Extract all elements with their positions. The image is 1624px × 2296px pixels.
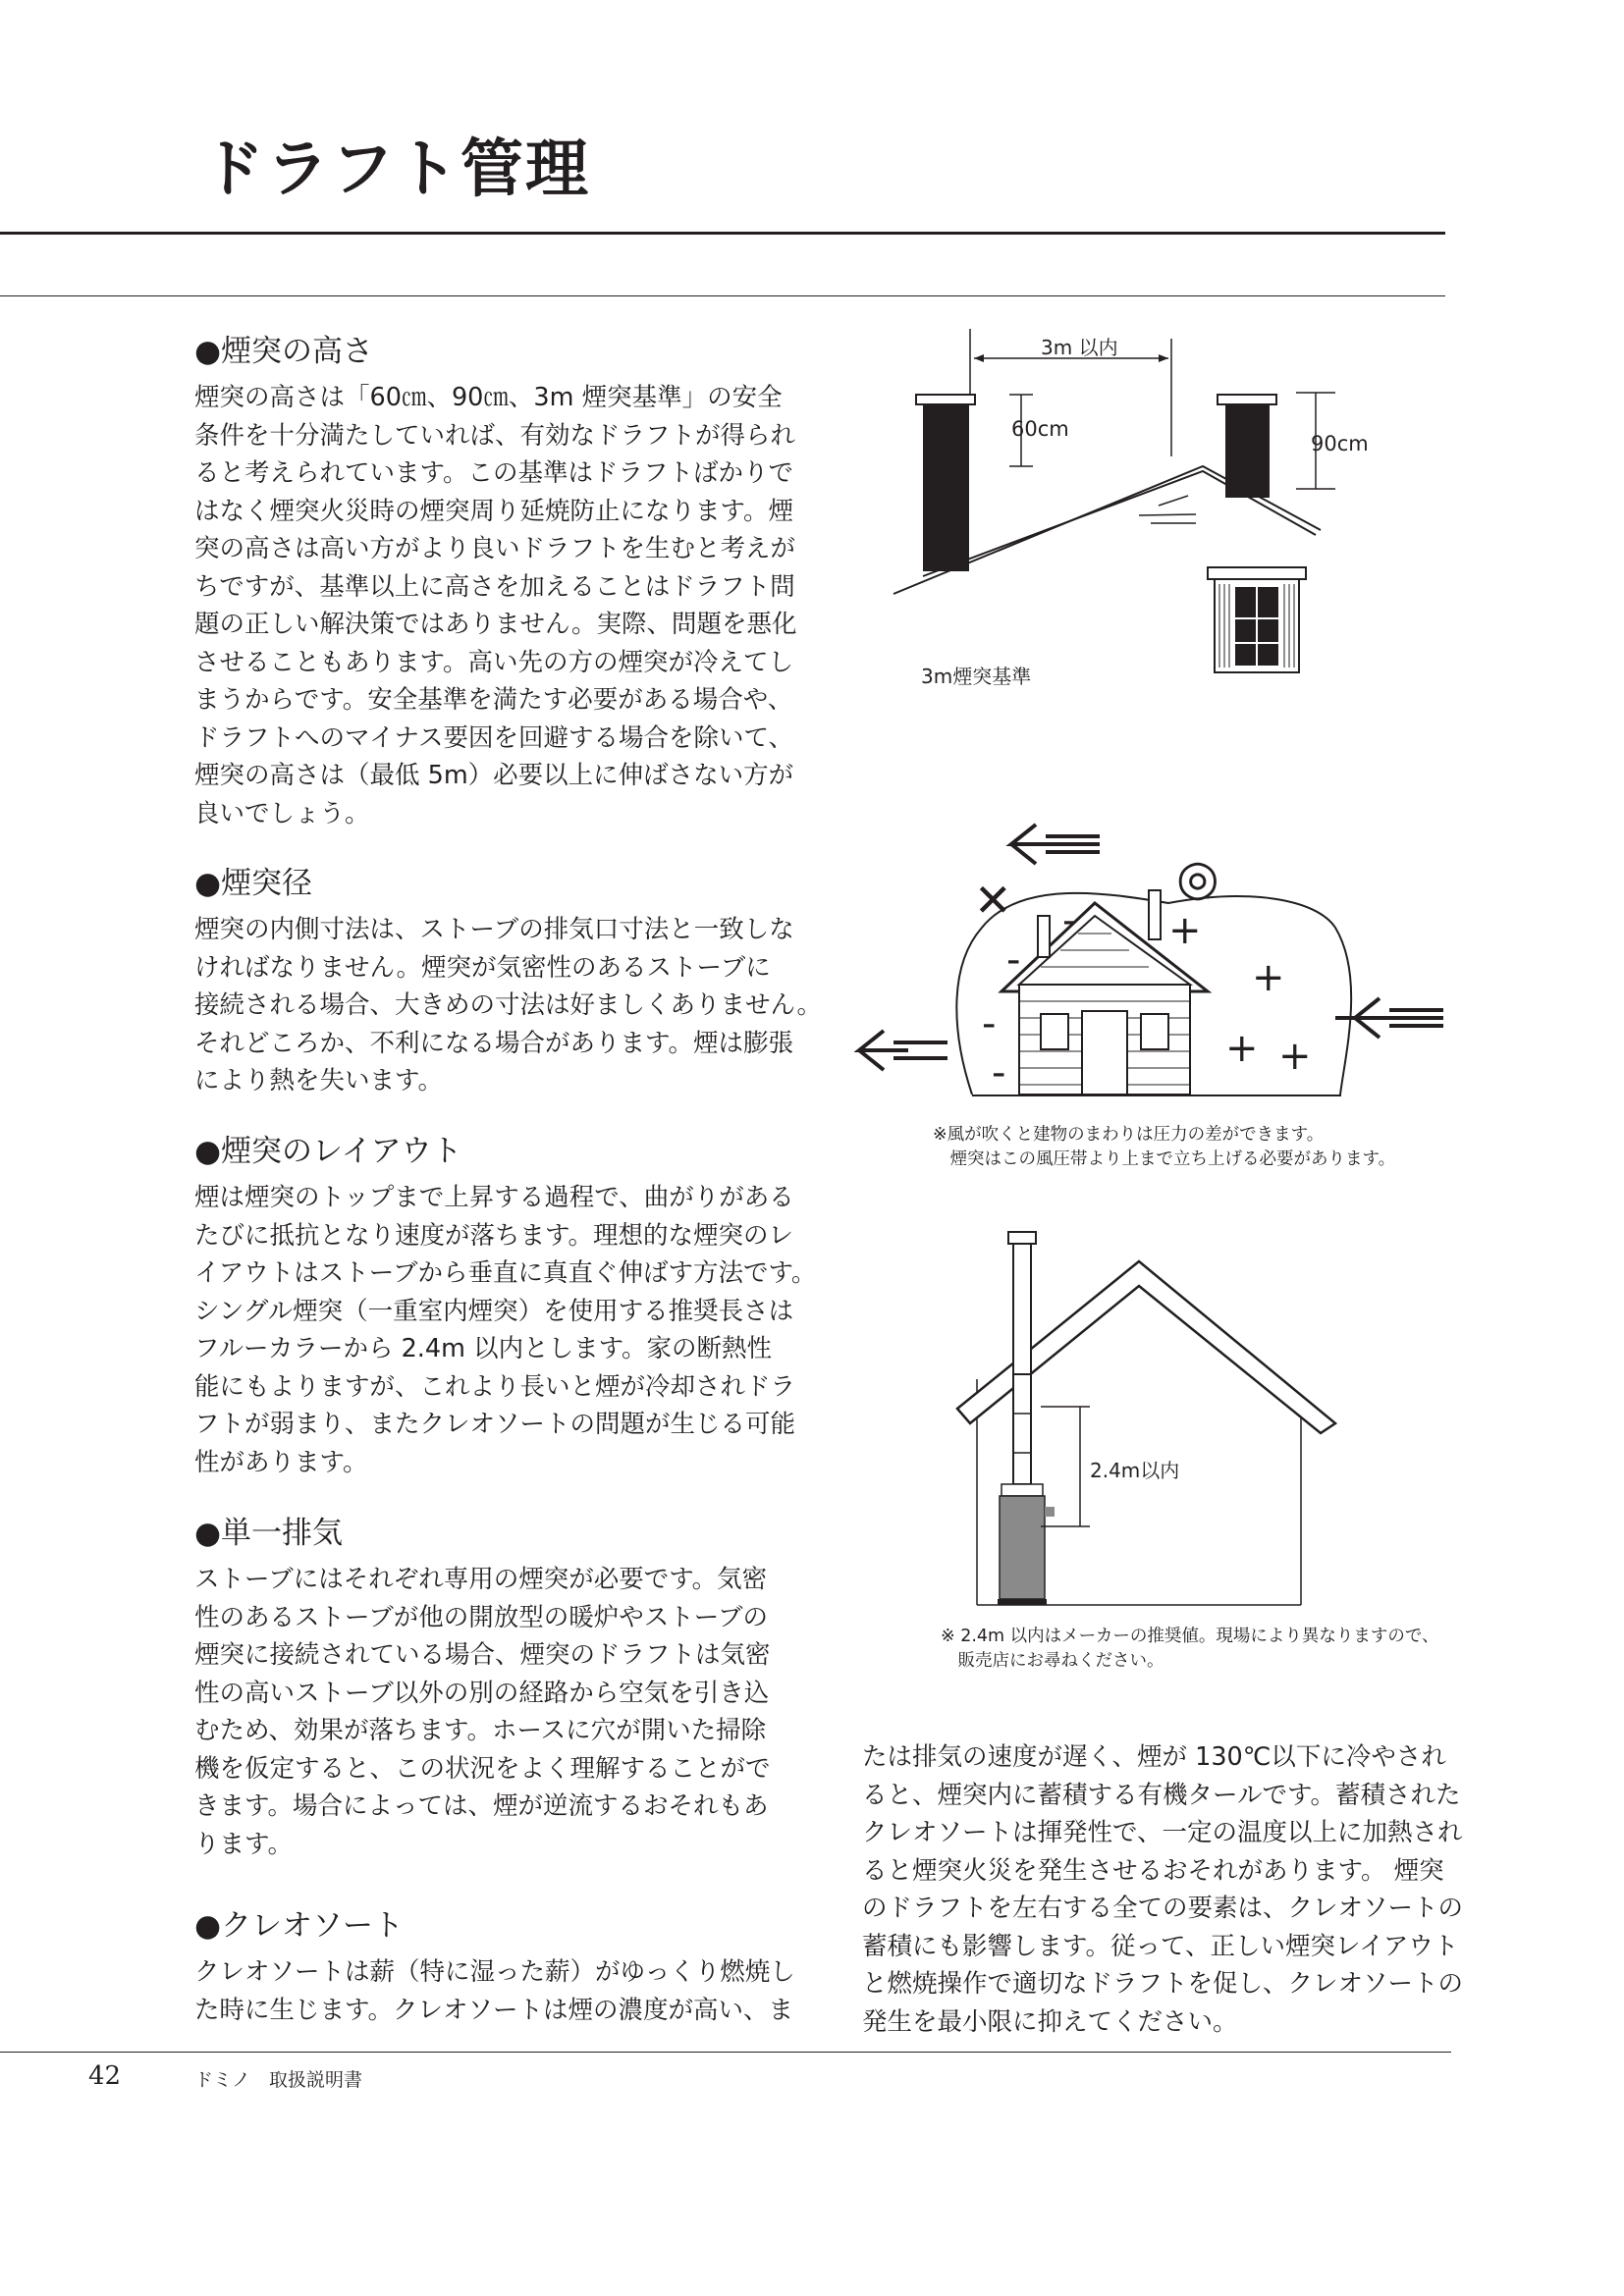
text-line: 蓄積にも影響します。従って、正しい煙突レイアウト [862,1931,1459,1961]
chimney-right [1225,404,1270,498]
page-title: ドラフト管理 [201,133,590,206]
chimney-cap-right [1218,395,1276,404]
section-body-single-exhaust [194,1561,771,1863]
section-body-creosote [194,1953,795,2029]
plus-sign: + [1225,1026,1259,1071]
text-line: 発生を最小限に抑えてください。 [862,2006,1238,2037]
text-line: ければなりません。煙突が気密性のあるストーブに [194,952,771,983]
text-line: と燃焼操作で適切なドラフトを促し、クレオソートの [862,1969,1464,1999]
minus-sign: - [992,1050,1006,1095]
text-line: 題の正しい解決策ではありません。実際、問題を悪化 [194,610,797,639]
note-line: 販売店にお尋ねください。 [941,1651,1164,1671]
stove [1000,1496,1045,1599]
text-line: たびに抵抗となり速度が落ちます。理想的な煙突のレ [194,1220,793,1251]
footer-rule [0,2052,1451,2053]
label-90cm: 90cm [1311,432,1369,455]
label-2-4m: 2.4m以内 [1090,1459,1180,1482]
chimney-cap-left [916,395,975,404]
chimney-left [923,404,969,571]
label-60cm: 60cm [1011,417,1069,441]
title-rule [0,232,1445,235]
section-heading-chimney-diameter: ●煙突径 [194,866,313,901]
text-line: フトが弱まり、またクレオソートの問題が生じる可能 [194,1410,796,1439]
text-line: はなく煙突火災時の煙突周り延焼防止になります。煙 [194,496,793,526]
minus-sign: - [982,1001,997,1046]
text-line: まうからです。安全基準を満たす必要がある場合や、 [194,685,793,715]
wind-pressure-diagram [854,810,1453,1114]
text-line: 機を仮定すると、この状況をよく理解することがで [194,1753,771,1784]
note-line: ※風が吹くと建物のまわりは圧力の差ができます。 [933,1125,1325,1145]
chimney-length-note [941,1625,1438,1674]
section-heading-chimney-height: ●煙突の高さ [194,334,374,369]
text-line: ドラフトへのマイナス要因を回避する場合を除いて、 [194,722,793,753]
wind-pressure-note [933,1123,1395,1172]
text-line: のドラフトを左右する全ての要素は、クレオソートの [862,1894,1464,1923]
text-line: 条件を十分満たしていれば、有効なドラフトが得られ [194,420,796,451]
page-number: 42 [88,2061,122,2091]
text-line: たは排気の速度が遅く、煙が 130℃以下に冷やされ [862,1742,1446,1772]
text-line: 良いでしょう。 [194,798,370,828]
text-line: させることもあります。高い先の方の煙突が冷えてし [194,647,793,677]
mark-good-icon: ◎ [1176,849,1219,906]
text-line: ストーブにはそれぞれ専用の煙突が必要です。気密 [194,1565,768,1594]
section-body-chimney-height [194,379,797,832]
text-line: クレオソートは薪（特に湿った薪）がゆっくり燃焼し [194,1957,795,1987]
text-line: 煙突に接続されている場合、煙突のドラフトは気密 [194,1640,771,1670]
figure-caption-3m-rule: 3m煙突基準 [921,665,1032,688]
figure-chimney-height-rule [884,324,1414,697]
creosote-continuation [862,1738,1463,2041]
plus-sign: + [1252,955,1285,1000]
plus-sign: + [1168,908,1202,953]
mark-bad-icon: ✕ [974,874,1012,927]
text-line: ると、煙突内に蓄積する有機タールです。蓄積された [862,1780,1461,1810]
text-line: シングル煙突（一重室内煙突）を使用する推奨長さは [194,1296,794,1326]
text-line: 煙突の高さは（最低 5m）必要以上に伸ばさない方が [194,761,794,790]
footer-document-title: ドミノ 取扱説明書 [194,2069,363,2091]
text-line: クレオソートは揮発性で、一定の温度以上に加熱され [862,1818,1463,1847]
text-line: 接続される場合、大きめの寸法は好ましくありません。 [194,990,823,1020]
note-line: 煙突はこの風圧帯より上まで立ち上げる必要があります。 [933,1149,1396,1169]
text-line: 突の高さは高い方がより良いドラフトを生むと考えが [194,534,796,563]
minus-sign: - [1062,898,1077,943]
text-line: 性の高いストーブ以外の別の経路から空気を引き込 [194,1678,770,1708]
section-body-chimney-diameter [194,911,822,1100]
note-line: ※ 2.4m 以内はメーカーの推奨値。現場により異なりますので、 [941,1627,1439,1646]
text-line: 能にもよりますが、これより長いと煙が冷却されドラ [194,1371,796,1402]
section-rule [0,295,1445,296]
text-line: ります。 [194,1829,293,1859]
text-line: フルーカラーから 2.4m 以内とします。家の断熱性 [194,1334,773,1363]
text-line: イアウトはストーブから垂直に真直ぐ伸ばす方法です。 [194,1258,817,1288]
text-line: た時に生じます。クレオソートは煙の濃度が高い、ま [194,1995,793,2025]
text-line: ちですが、基準以上に高さを加えることはドラフト問 [194,571,795,602]
text-line: ると煙突火災を発生させるおそれがあります。 煙突 [862,1855,1444,1886]
section-heading-single-exhaust: ●単一排気 [194,1516,344,1551]
plus-sign: + [1278,1034,1312,1079]
text-line: きます。場合によっては、煙が逆流するおそれもあ [194,1791,769,1821]
text-line: ると考えられています。この基準はドラフトばかりで [194,458,793,488]
chimney-pipe [1013,1244,1031,1484]
label-3m: 3m 以内 [1041,336,1118,359]
text-line: 煙突の高さは「60㎝、90㎝、3m 煙突基準」の安全 [194,383,783,412]
figure-chimney-length [943,1227,1365,1620]
chimney-height-diagram [884,324,1414,697]
chimney-length-diagram [943,1227,1365,1620]
text-line: 性のあるストーブが他の開放型の暖炉やストーブの [194,1602,768,1632]
text-line: 煙突の内側寸法は、ストーブの排気口寸法と一致しな [194,915,794,944]
section-heading-creosote: ●クレオソート [194,1908,405,1944]
text-line: むため、効果が落ちます。ホースに穴が開いた掃除 [194,1716,767,1745]
minus-sign: - [1006,937,1021,983]
text-line: により熱を失います。 [194,1066,443,1095]
figure-wind-pressure [854,810,1453,1114]
section-body-chimney-layout [194,1179,816,1481]
section-heading-chimney-layout: ●煙突のレイアウト [194,1134,462,1169]
text-line: 性があります。 [194,1447,368,1477]
text-line: 煙は煙突のトップまで上昇する過程で、曲がりがある [194,1183,794,1212]
text-line: それどころか、不利になる場合があります。煙は膨張 [194,1028,793,1058]
